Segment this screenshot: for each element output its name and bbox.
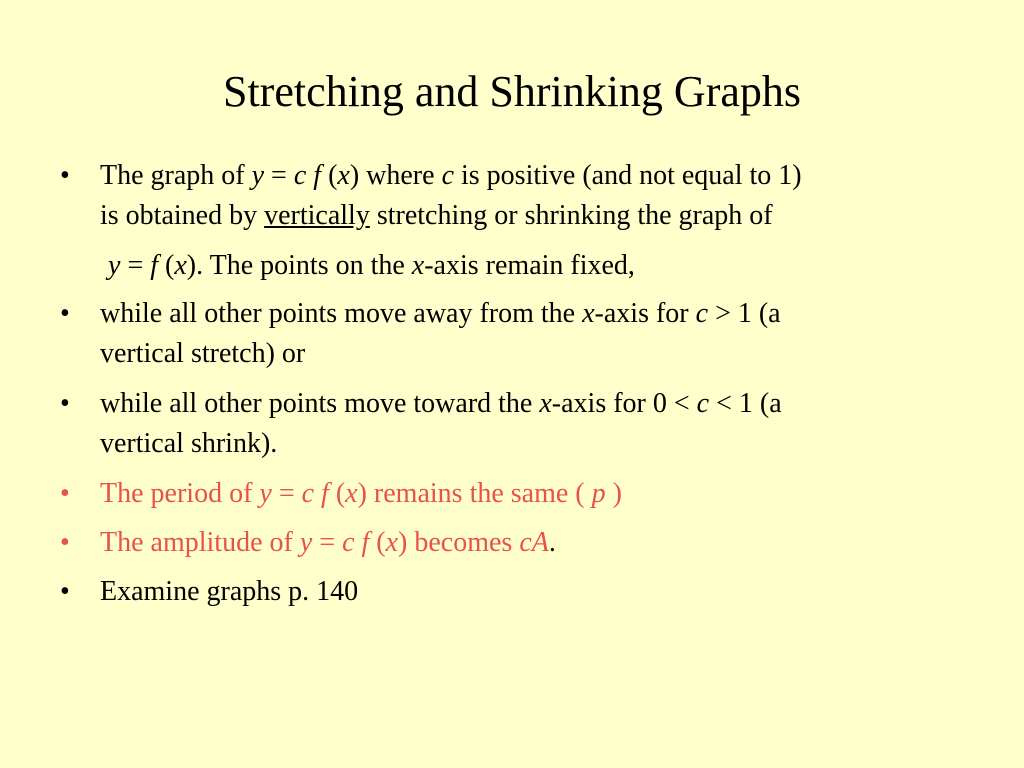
text-run: -axis remain fixed, xyxy=(424,250,635,281)
bullet-line: vertical shrink). xyxy=(100,428,278,459)
text-run: The graph of xyxy=(100,160,252,191)
math-var: c xyxy=(696,388,710,419)
equation-line xyxy=(108,246,968,286)
bullet-marker: • xyxy=(60,160,70,191)
text-run: ) xyxy=(605,478,622,509)
math-var: x xyxy=(411,250,425,281)
bullet-text xyxy=(100,156,980,236)
math-var: y xyxy=(251,160,265,191)
math-var: x xyxy=(582,298,595,329)
math-var: x xyxy=(539,388,552,419)
text-run: ) becomes xyxy=(398,527,520,558)
math-var: c f xyxy=(342,527,370,558)
underlined-word: vertically xyxy=(264,200,370,231)
text-run: ) where xyxy=(349,160,442,191)
bullet-marker: • xyxy=(60,527,70,558)
bullet-text xyxy=(100,384,980,464)
math-var: c f xyxy=(301,478,329,509)
text-run: stretching or shrinking the graph of xyxy=(369,200,773,231)
bullet-line xyxy=(100,156,980,196)
bullet-text: Examine graphs p. 140 xyxy=(100,576,359,607)
math-var: c f xyxy=(293,160,322,191)
text-run: The period of xyxy=(100,478,260,509)
text-run: -axis for 0 < xyxy=(551,388,697,419)
text-run: while all other points move toward the xyxy=(100,388,540,419)
bullet-text xyxy=(100,523,980,563)
text-run: < 1 (a xyxy=(709,388,782,419)
bullet-line xyxy=(100,294,980,334)
bullet-line xyxy=(100,196,980,236)
text-run: ( xyxy=(328,478,346,509)
bullet-line xyxy=(100,384,980,424)
text-run: ). The points on the xyxy=(186,250,412,281)
bullet-marker: • xyxy=(60,298,70,329)
math-var: x xyxy=(174,250,187,281)
text-run: is positive (and not equal to 1) xyxy=(454,160,802,191)
text-run: The amplitude of xyxy=(100,527,300,558)
text-run: ( xyxy=(321,160,338,191)
math-var: y xyxy=(108,250,121,281)
text-run: = xyxy=(271,478,302,509)
bullet-text xyxy=(100,474,980,514)
text-run: > 1 (a xyxy=(708,298,781,329)
math-var: x xyxy=(385,527,399,558)
text-run: ) remains the same ( xyxy=(357,478,592,509)
bullet-marker: • xyxy=(60,388,70,419)
math-var: x xyxy=(345,478,358,509)
bullet-marker: • xyxy=(60,576,70,607)
text-run: = xyxy=(264,160,294,191)
bullet-marker: • xyxy=(60,478,70,509)
text-run: while all other points move away from the xyxy=(100,298,583,329)
math-var: y xyxy=(259,478,272,509)
text-run: ( xyxy=(158,250,175,281)
bullet-text xyxy=(100,294,980,374)
text-run: = xyxy=(312,527,343,558)
math-var: c xyxy=(441,160,454,191)
math-var: c xyxy=(695,298,709,329)
text-run: ( xyxy=(369,527,386,558)
text-run: is obtained by xyxy=(100,200,265,231)
math-var: f xyxy=(150,250,159,281)
text-run: . xyxy=(548,527,556,558)
math-var: cA xyxy=(519,527,549,558)
math-var: x xyxy=(337,160,350,191)
slide-title: Stretching and Shrinking Graphs xyxy=(222,67,802,116)
bullet-line: vertical stretch) or xyxy=(100,338,306,369)
math-var: y xyxy=(299,527,313,558)
text-run: = xyxy=(120,250,151,281)
math-var: p xyxy=(591,478,606,509)
text-run: -axis for xyxy=(594,298,696,329)
